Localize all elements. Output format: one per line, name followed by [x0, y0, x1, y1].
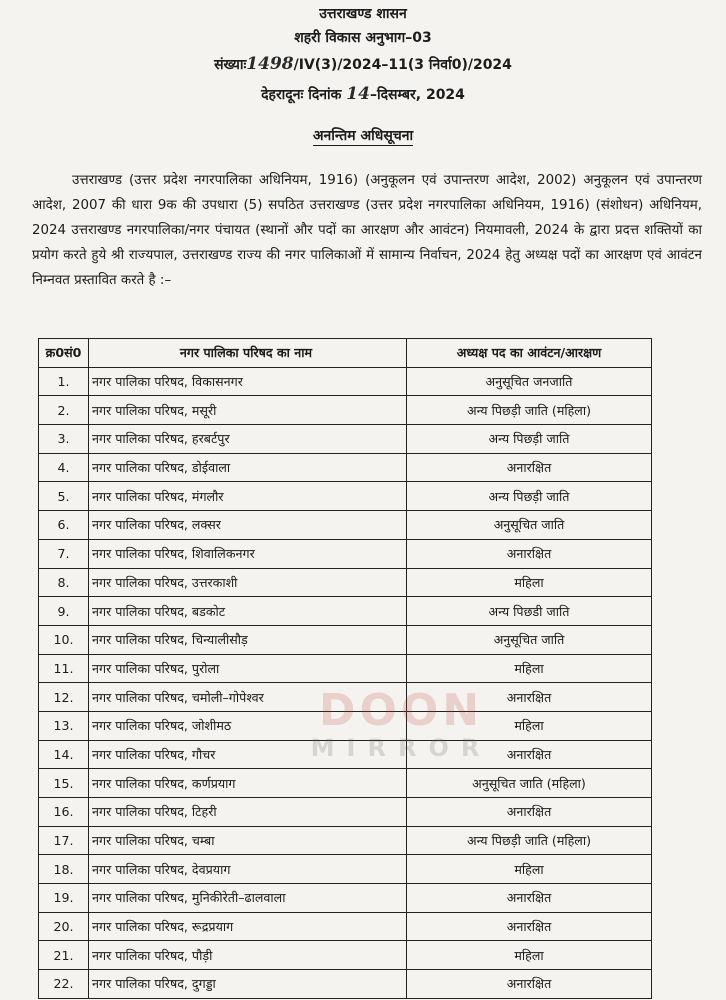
cell-council-name: नगर पालिका परिषद, चम्बा: [89, 826, 407, 855]
watermark-line1: DOON: [318, 685, 484, 736]
cell-reservation: अनारक्षित: [407, 453, 652, 482]
notification-title: अनन्तिम अधिसूचना: [312, 128, 414, 144]
cell-reservation: महिला: [407, 855, 652, 884]
cell-council-name: नगर पालिका परिषद, मुनिकीरेती–ढालवाला: [89, 884, 407, 913]
cell-serial: 13.: [39, 711, 89, 740]
cell-reservation: अनारक्षित: [407, 740, 652, 769]
table-row: [39, 425, 652, 454]
cell-serial: 4.: [39, 453, 89, 482]
cell-council-name: नगर पालिका परिषद, पौड़ी: [89, 941, 407, 970]
cell-serial: 19.: [39, 884, 89, 913]
table-row: [39, 539, 652, 568]
cell-serial: 5.: [39, 482, 89, 511]
cell-serial: 15.: [39, 769, 89, 798]
cell-council-name: नगर पालिका परिषद, गौचर: [89, 740, 407, 769]
cell-council-name: नगर पालिका परिषद, मसूरी: [89, 396, 407, 425]
cell-reservation: अनारक्षित: [407, 798, 652, 827]
table-row: [39, 941, 652, 970]
cell-council-name: नगर पालिका परिषद, शिवालिकनगर: [89, 539, 407, 568]
cell-council-name: नगर पालिका परिषद, उत्तरकाशी: [89, 568, 407, 597]
table-body: [39, 367, 652, 998]
cell-council-name: नगर पालिका परिषद, लक्सर: [89, 511, 407, 540]
cell-reservation: महिला: [407, 711, 652, 740]
cell-reservation: अन्य पिछडी जाति: [407, 597, 652, 626]
header-government: उत्तराखण्ड शासन: [319, 6, 407, 22]
column-header-reservation: अध्यक्ष पद का आवंटन/आरक्षण: [407, 339, 652, 368]
cell-reservation: महिला: [407, 941, 652, 970]
cell-reservation: अनारक्षित: [407, 970, 652, 999]
header-letter-number: [0, 54, 726, 75]
table-row: [39, 711, 652, 740]
cell-serial: 6.: [39, 511, 89, 540]
cell-serial: 21.: [39, 941, 89, 970]
column-header-name: नगर पालिका परिषद का नाम: [89, 339, 407, 368]
cell-reservation: अनुसूचित जनजाति: [407, 367, 652, 396]
cell-council-name: नगर पालिका परिषद, चमोली–गोपेश्वर: [89, 683, 407, 712]
date-handwritten: 14: [346, 84, 370, 104]
cell-reservation: अन्य पिछड़ी जाति (महिला): [407, 396, 652, 425]
cell-serial: 7.: [39, 539, 89, 568]
cell-serial: 14.: [39, 740, 89, 769]
table-row: [39, 740, 652, 769]
letter-number-handwritten: 1498: [246, 54, 294, 74]
cell-serial: 16.: [39, 798, 89, 827]
cell-reservation: अनुसूचित जाति (महिला): [407, 769, 652, 798]
table-row: [39, 826, 652, 855]
cell-council-name: नगर पालिका परिषद, देवप्रयाग: [89, 855, 407, 884]
table-row: [39, 683, 652, 712]
cell-serial: 18.: [39, 855, 89, 884]
table-row: [39, 568, 652, 597]
cell-serial: 3.: [39, 425, 89, 454]
table-row: [39, 453, 652, 482]
cell-council-name: नगर पालिका परिषद, कर्णप्रयाग: [89, 769, 407, 798]
cell-reservation: महिला: [407, 654, 652, 683]
cell-reservation: अनारक्षित: [407, 539, 652, 568]
cell-serial: 17.: [39, 826, 89, 855]
cell-reservation: अन्य पिछड़ी जाति (महिला): [407, 826, 652, 855]
cell-reservation: अनुसूचित जाति: [407, 511, 652, 540]
cell-council-name: नगर पालिका परिषद, विकासनगर: [89, 367, 407, 396]
cell-reservation: अन्य पिछड़ी जाति: [407, 425, 652, 454]
cell-serial: 11.: [39, 654, 89, 683]
header-department: शहरी विकास अनुभाग–03: [294, 30, 432, 46]
table-row: [39, 769, 652, 798]
reservation-table: [38, 338, 652, 999]
cell-council-name: नगर पालिका परिषद, डोईवाला: [89, 453, 407, 482]
table-row: [39, 912, 652, 941]
notification-paragraph: उत्तराखण्ड (उत्तर प्रदेश नगरपालिका अधिनियम, 1916) (अनुकूलन एवं उपान्तरण आदेश, 2002) अनुकूलन एवं उपान्तरण आदेश, 2007 की धारा 9क की उपधारा (5) सपठित उत्तराखण्ड (उत्तर प्रदेश नगरपालिका अधिनियम, 1916) (संशोधन) अधिनियम, 2024 उत्तराखण्ड नगरपालिका/नगर पंचायत (स्थानों और पदों का आरक्षण और आवंटन) नियमावली, 2024 के द्वारा प्रदत्त शक्तियों का प्रयोग करते हुये श्री राज्यपाल, उत्तराखण्ड राज्य की नगर पालिकाओं में सामान्य निर्वाचन, 2024 हेतु अध्यक्ष पदों का आरक्षण एवं आवंटन निम्नवत प्रस्तावित करते है :–: [32, 173, 702, 288]
cell-serial: 22.: [39, 970, 89, 999]
table-row: [39, 625, 652, 654]
cell-council-name: नगर पालिका परिषद, दुगड्डा: [89, 970, 407, 999]
cell-serial: 10.: [39, 625, 89, 654]
watermark-line2: MIRROR: [310, 734, 492, 762]
table-row: [39, 884, 652, 913]
table-row: [39, 855, 652, 884]
table-row: [39, 654, 652, 683]
cell-serial: 12.: [39, 683, 89, 712]
table-header-row: [39, 339, 652, 368]
table-row: [39, 482, 652, 511]
cell-reservation: अनारक्षित: [407, 884, 652, 913]
cell-reservation: अनारक्षित: [407, 912, 652, 941]
cell-council-name: नगर पालिका परिषद, हरबर्टपुर: [89, 425, 407, 454]
cell-council-name: नगर पालिका परिषद, बडकोट: [89, 597, 407, 626]
header-date: [0, 84, 726, 105]
table-row: [39, 367, 652, 396]
cell-serial: 9.: [39, 597, 89, 626]
table-row: [39, 396, 652, 425]
letter-number-prefix: संख्याः: [214, 57, 247, 73]
date-prefix: देहरादूनः दिनांक: [261, 87, 342, 103]
cell-council-name: नगर पालिका परिषद, मंगलौर: [89, 482, 407, 511]
table-row: [39, 597, 652, 626]
cell-serial: 20.: [39, 912, 89, 941]
cell-serial: 1.: [39, 367, 89, 396]
letter-number-suffix: /IV(3)/2024–11(3 निर्वा0)/2024: [293, 57, 512, 73]
cell-reservation: महिला: [407, 568, 652, 597]
table-row: [39, 511, 652, 540]
cell-council-name: नगर पालिका परिषद, टिहरी: [89, 798, 407, 827]
cell-serial: 2.: [39, 396, 89, 425]
table-row: [39, 798, 652, 827]
table-row: [39, 970, 652, 999]
cell-council-name: नगर पालिका परिषद, पुरोला: [89, 654, 407, 683]
cell-council-name: नगर पालिका परिषद, रूद्रप्रयाग: [89, 912, 407, 941]
cell-serial: 8.: [39, 568, 89, 597]
column-header-serial: क्र0सं0: [39, 339, 89, 368]
date-suffix: –दिसम्बर, 2024: [369, 87, 465, 103]
cell-reservation: अनुसूचित जाति: [407, 625, 652, 654]
cell-council-name: नगर पालिका परिषद, चिन्यालीसौड़: [89, 625, 407, 654]
cell-reservation: अन्य पिछड़ी जाति: [407, 482, 652, 511]
cell-council-name: नगर पालिका परिषद, जोशीमठ: [89, 711, 407, 740]
cell-reservation: अनारक्षित: [407, 683, 652, 712]
